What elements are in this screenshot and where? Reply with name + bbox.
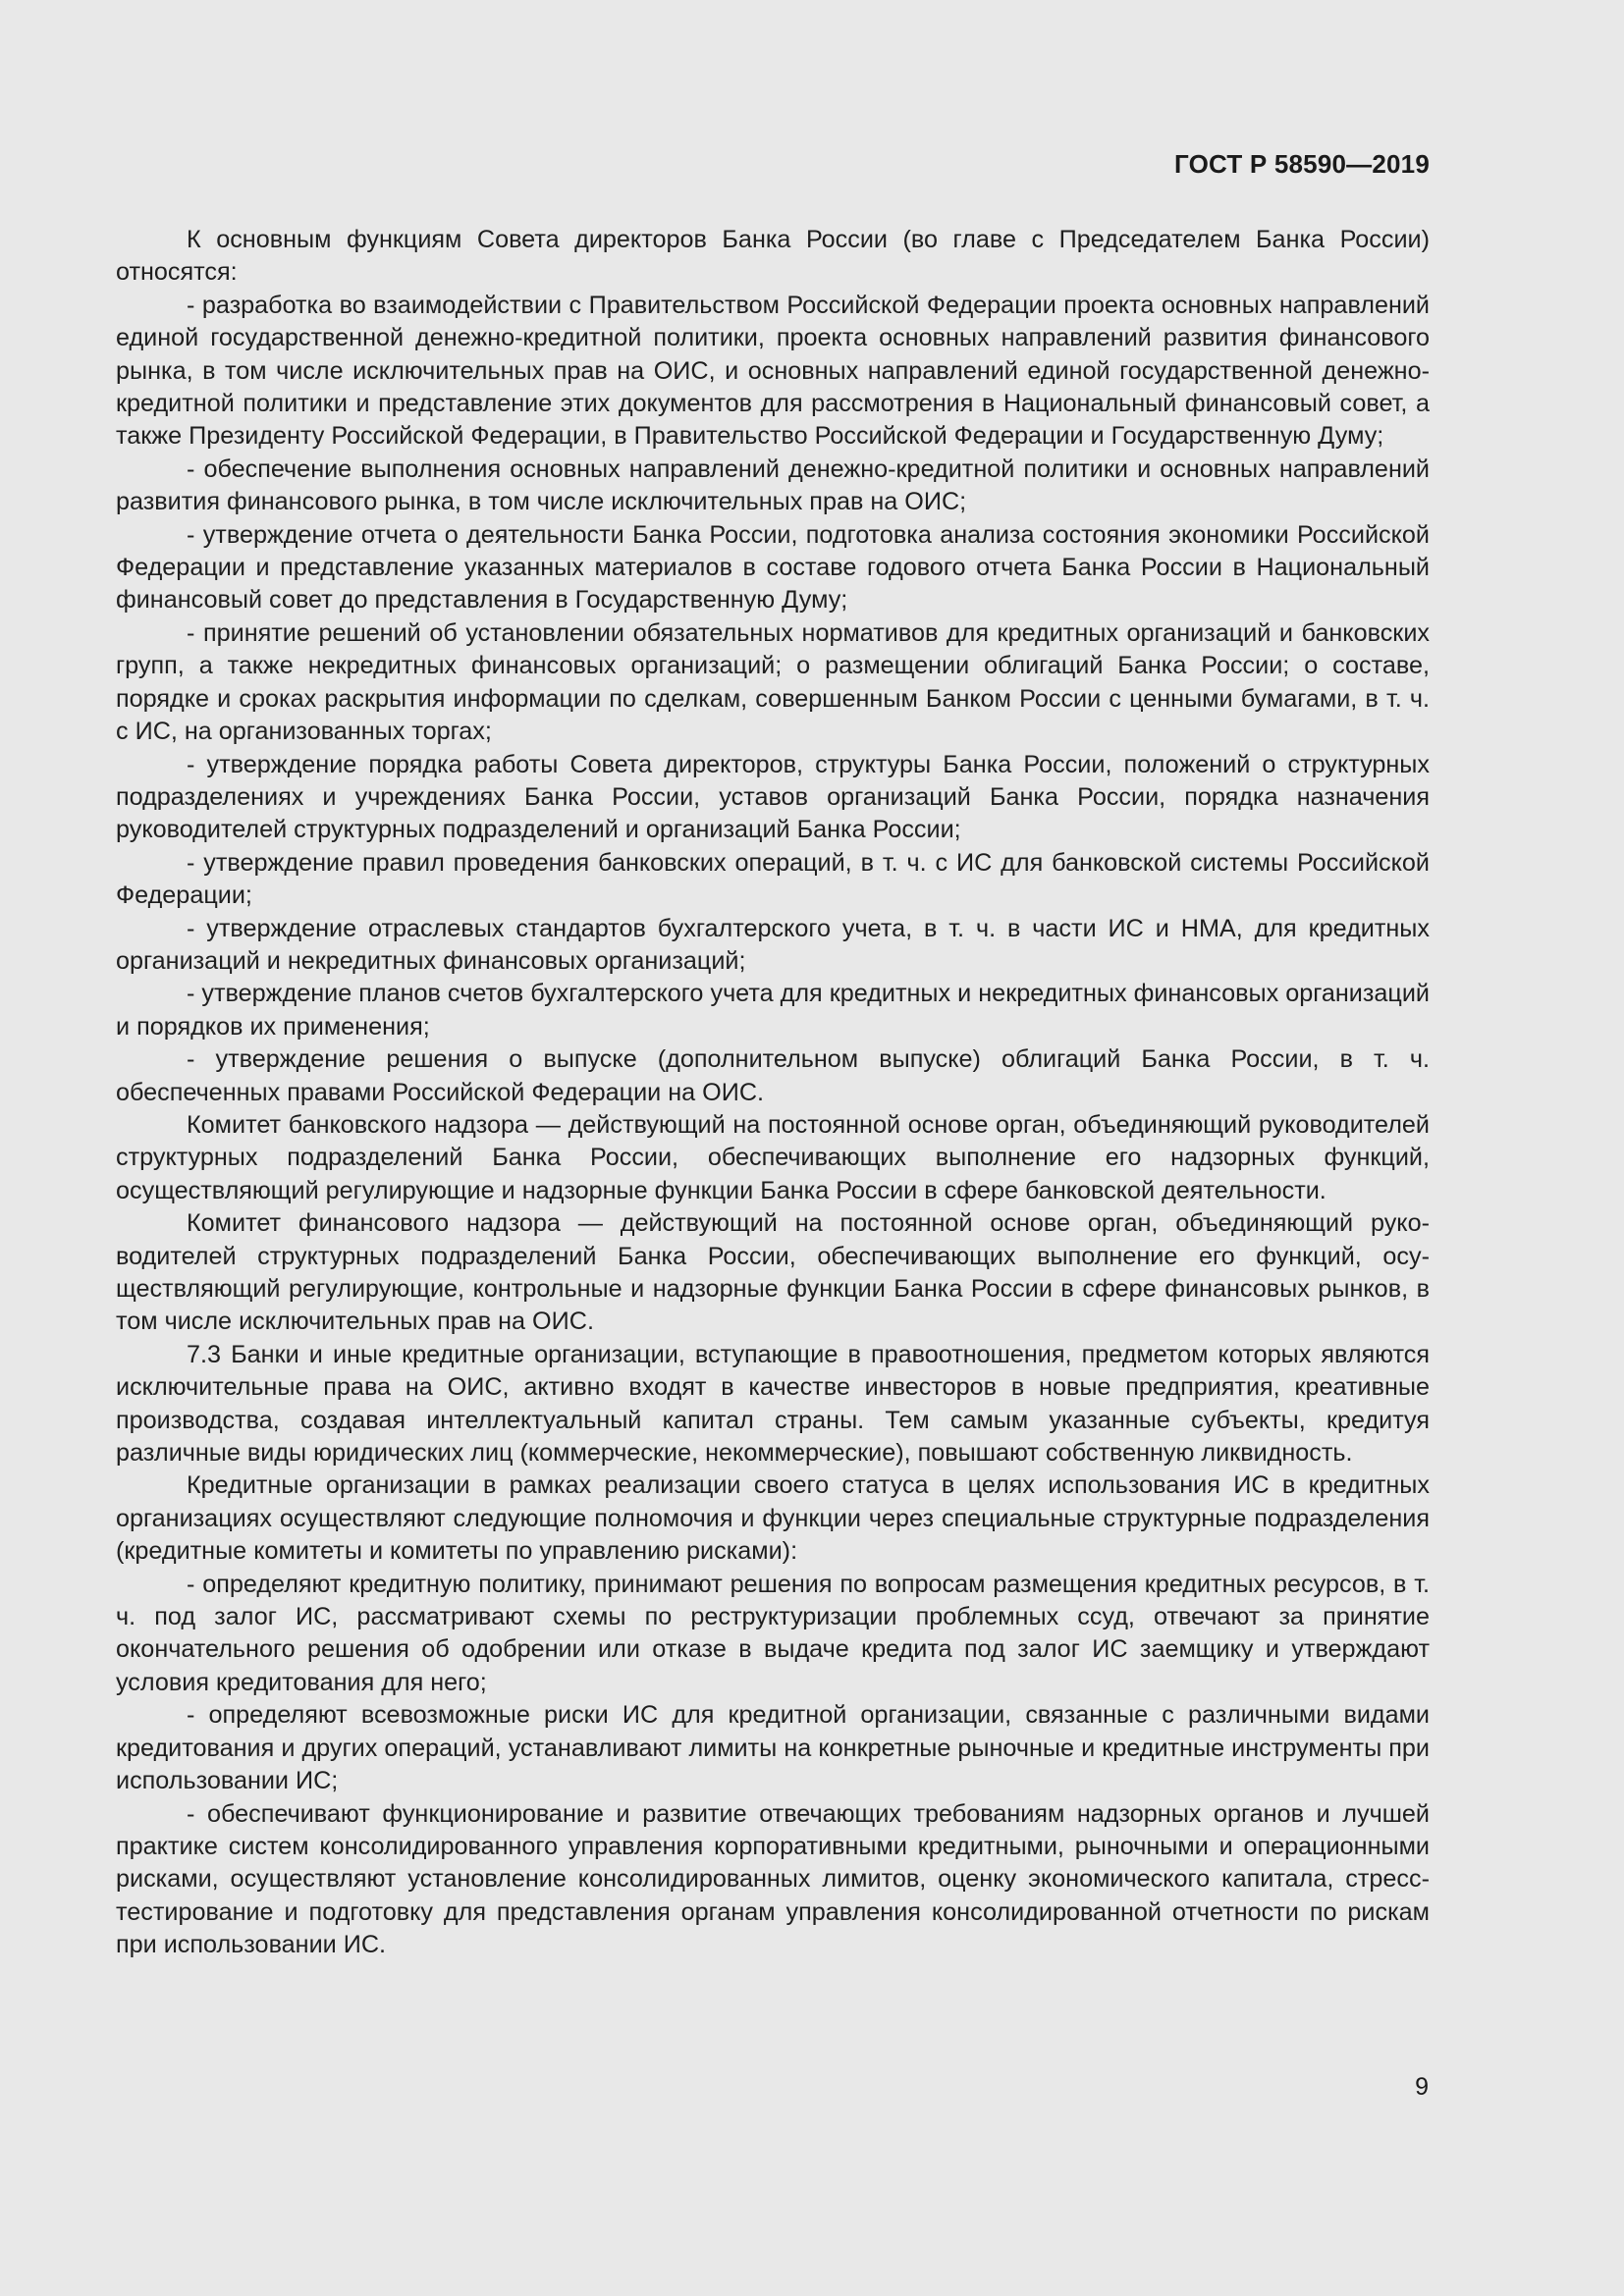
paragraph: - принятие решений об установлении обязательных нормативов для кредитных организаций и банковских групп, а также некредитных финансовых организаций; о размещении облигаций Банка России; о составе, порядке и сроках раскрытия информации по сделкам, совершенным Банком России с ценными бумагами, в т. ч. с ИС, на организованных торгах;: [116, 618, 1430, 746]
paragraph: - определяют кредитную политику, принимают решения по вопросам размещения кредитных ресурсов, в т. ч. под залог ИС, рассматривают схемы по реструктуризации проблемных ссуд, отвечают за принятие окончательного решения об одобрении или отказе в выдаче кредита под залог ИС заемщику и утверждают условия кредитования для него;: [116, 1570, 1430, 1696]
paragraph: - разработка во взаимодействии с Правительством Российской Федерации проекта основных направлений единой государственной денежно-кредитной политики, проекта основных направлений развития финансового рынка, в том числе исключительных прав на ОИС, и основных направлений единой государственной денежно-кредитной политики и представление этих документов для рассмотрения в Национальный финансовый совет, а также Президенту Российской Федерации, в Правительство Российской Федерации и Государственную Думу;: [116, 291, 1430, 451]
paragraph: К основным функциям Совета директоров Банка России (во главе с Председателем Банка России) относятся:: [116, 226, 1430, 287]
paragraph: - утверждение порядка работы Совета директоров, структуры Банка России, положений о структурных подразделениях и учреждениях Банка России, уставов организаций Банка России, порядка назначения руководителей структурных подразделений и организаций Банка России;: [116, 750, 1430, 844]
paragraph: - обеспечение выполнения основных направлений денежно-кредитной политики и основных направлений развития финансового рынка, в том числе исключительных прав на ОИС;: [116, 454, 1430, 516]
paragraph: - утверждение планов счетов бухгалтерского учета для кредитных и некредитных финансовых организаций и порядков их применения;: [116, 980, 1430, 1041]
paragraph: Комитет финансового надзора — действующий на постоянной основе орган, объединяющий руководителей структурных подразделений Банка России, обеспечивающих выполнение его функций, осуществляющий регулирующие, контрольные и надзорные функции Банка России в сфере финансовых рынков, в том числе исключительных прав на ОИС.: [116, 1209, 1430, 1336]
paragraph: - обеспечивают функционирование и развитие отвечающих требованиям надзорных органов и лучшей практике систем консолидированного управления корпоративными кредитными, рыночными и операционными рисками, осуществляют установление консолидированных лимитов, оценку экономического капитала, стресс-тестирование и подготовку для представления органам управления консолидированной отчетности по рискам при использовании ИС.: [116, 1799, 1430, 1959]
paragraph: Кредитные организации в рамках реализации своего статуса в целях использования ИС в кредитных организациях осуществляют следующие полномочия и функции через специальные структурные подразделения (кредитные комитеты и комитеты по управлению рисками):: [116, 1471, 1430, 1566]
document-body: [116, 224, 1430, 1962]
paragraph: - определяют всевозможные риски ИС для кредитной организации, связанные с различными видами кредитования и других операций, устанавливают лимиты на конкретные рыночные и кредитные инструменты при использовании ИС;: [116, 1701, 1430, 1795]
paragraph: Комитет банковского надзора — действующий на постоянной основе орган, объединяющий руководителей структурных подразделений Банка России, обеспечивающих выполнение его надзорных функций, осуществляющий регулирующие и надзорные функции Банка России в сфере банковской деятельности.: [116, 1110, 1430, 1204]
paragraph: - утверждение отчета о деятельности Банка России, подготовка анализа состояния экономики Российской Федерации и представление указанных материалов в составе годового отчета Банка России в Национальный финансовый совет до представления в Государственную Думу;: [116, 520, 1430, 614]
paragraph: - утверждение решения о выпуске (дополнительном выпуске) облигаций Банка России, в т. ч. обеспеченных правами Российской Федерации на ОИС.: [116, 1045, 1430, 1106]
paragraph: - утверждение правил проведения банковских операций, в т. ч. с ИС для банковской системы Российской Федерации;: [116, 848, 1430, 910]
page-number: 9: [1415, 2073, 1429, 2101]
document-code-header: ГОСТ Р 58590—2019: [1174, 149, 1430, 179]
paragraph: 7.3 Банки и иные кредитные организации, вступающие в правоотношения, предметом которых являются исключительные права на ОИС, активно входят в качестве инвесторов в новые предприятия, креативные производства, создавая интеллектуальный капитал страны. Тем самым указанные субъекты, кредитуя различные виды юридических лиц (коммерческие, некоммерческие), повышают собственную ликвидность.: [116, 1340, 1430, 1468]
paragraph: - утверждение отраслевых стандартов бухгалтерского учета, в т. ч. в части ИС и НМА, для кредитных организаций и некредитных финансовых организаций;: [116, 914, 1430, 975]
